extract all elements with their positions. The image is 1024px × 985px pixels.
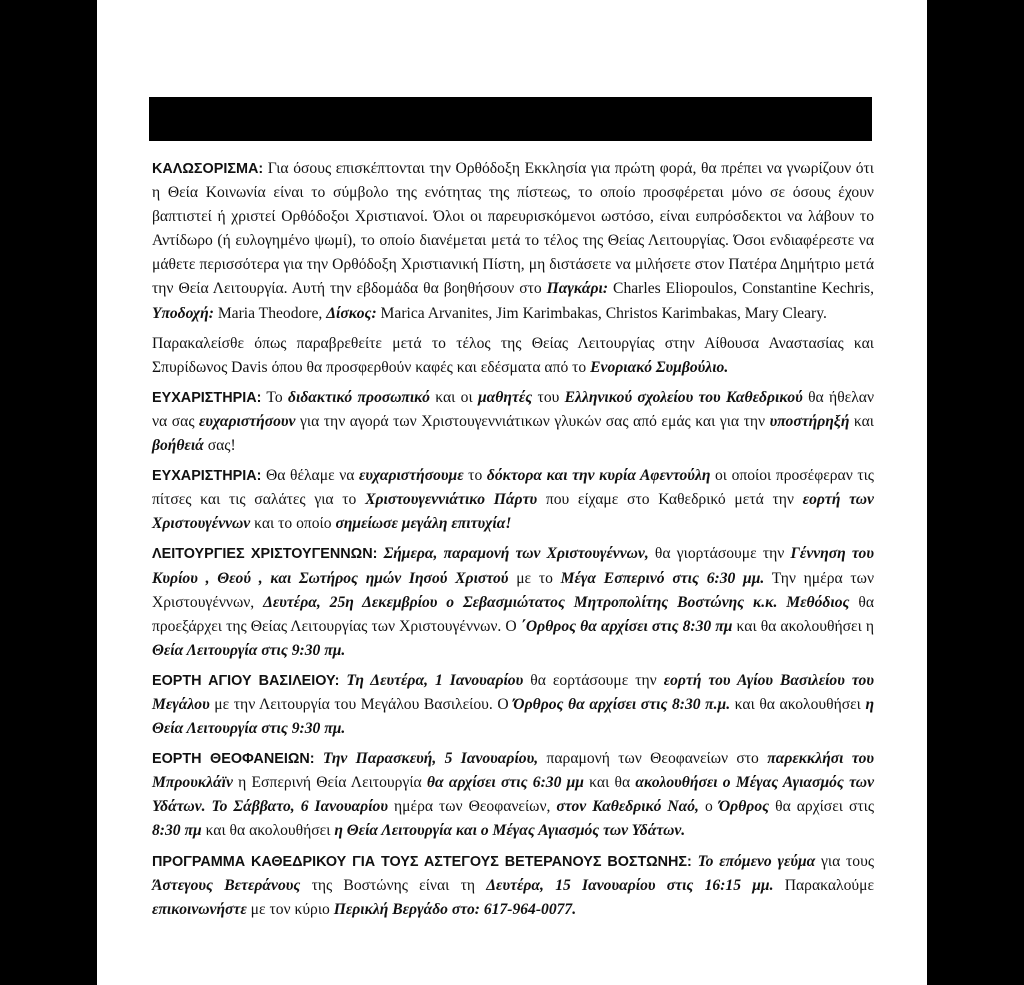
body-text: και οι [429,388,478,406]
emphasis-text: Δίσκος: [326,304,377,322]
emphasis-text: σημείωσε μεγάλη επιτυχία! [335,515,512,533]
emphasis-text: εορτή του Αγίου Βασιλείου του Μεγάλου [152,671,874,713]
emphasis-text: Θεία Λειτουργία στις 9:30 πμ. [152,641,346,659]
emphasis-text: Σήμερα, παραμονή των Χριστουγέννων, [383,545,649,563]
announcement-paragraph [152,157,874,326]
announcement-paragraph [152,464,874,536]
body-text: και το οποίο [250,515,336,533]
emphasis-text: μαθητές [478,388,533,406]
announcement-heading: ΠΡΟΓΡΑΜΜΑ ΚΑΘΕΔΡΙΚΟΥ ΓΙΑ ΤΟΥΣ ΑΣΤΕΓΟΥΣ ΒΕΤΕΡΑΝΟΥΣ ΒΟΣΤΩΝΗΣ: [152,853,692,870]
emphasis-text: Περικλή Βεργάδο στο: 617-964-0077. [333,900,577,918]
announcement-paragraph [152,332,874,380]
body-text: με την Λειτουργία του Μεγάλου Βασιλείου. Ο [209,695,514,713]
emphasis-text: διδακτικό προσωπικό [288,388,430,406]
body-text: Marica Arvanites, Jim Karimbakas, Christos Karimbakas, Mary Cleary. [376,304,827,322]
emphasis-text: Ενοριακό Συμβούλιο. [590,358,729,376]
title-bar [149,97,872,141]
body-text: θα ήθελαν να σας [152,388,874,430]
emphasis-text: Ελληνικού σχολείου του Καθεδρικού [564,388,803,406]
emphasis-text: ευχαριστήσουμε [359,467,464,485]
emphasis-text: ακολουθήσει ο Μέγας Αγιασμός των Υδάτων. Το Σάββατο, 6 Ιανουαρίου [152,774,874,816]
emphasis-text: βοήθειά [152,437,204,455]
body-text: που είχαμε στο Καθεδρικό μετά την [537,491,803,509]
body-text: και θα ακολουθήσει [201,822,335,840]
body-text: ημέρα των Θεοφανείων, [388,798,557,816]
announcement-heading: ΛΕΙΤΟΥΡΓΙΕΣ ΧΡΙΣΤΟΥΓΕΝΝΩΝ: [152,546,378,563]
body-text: θα γιορτάσουμε την [648,545,791,563]
body-text: θα προεξάρχει της Θείας Λειτουργίας των Χριστουγέννων. Ο [152,593,874,635]
body-text: παραμονή των Θεοφανείων στο [538,750,768,768]
emphasis-text: θα αρχίσει στις 6:30 μμ [426,774,584,792]
body-text: ο [698,798,719,816]
body-text: θα αρχίσει στις [769,798,875,816]
body-text: θα εορτάσουμε την [523,671,664,689]
emphasis-text: Όρθρος [718,798,770,816]
emphasis-text: Υποδοχή: [152,304,214,322]
body-text: Για όσους επισκέπτονται την Ορθόδοξη Εκκλησία για πρώτη φορά, θα πρέπει να γνωρίζουν ότι η Θεία Κοινωνία είναι το σύμβολο της ενότητας της πίστεως, το οποίο προσφέρεται μόνο σε όσους έχουν βαπτιστεί ή χριστεί Ορθόδοξοι Χριστιανοί. Όλοι οι παρευρισκόμενοι ωστόσο, είναι ευπρόσδεκτοι να λάβουν το Αντίδωρο (ή ευλογημένο ψωμί), το οποίο διανέμεται μετά το τέλος της Θείας Λειτουργίας. Όσοι ενδιαφέρεστε να μάθετε περισσότερα για την Ορθόδοξη Χριστιανική Πίστη, μη διστάσετε να μιλήσετε στον Πατέρα Δημήτριο μετά την Θεία Λειτουργία. Αυτή την εβδομάδα θα βοηθήσουν στο [152,160,874,298]
announcement-paragraph [152,669,874,741]
emphasis-text: Τη Δευτέρα, 1 Ιανουαρίου [346,671,524,689]
body-text: σας! [203,437,236,455]
emphasis-text: παρεκκλήσι του Μπρουκλάϊν [152,750,874,792]
body-text: Την ημέρα των Χριστουγέννων, [152,569,874,611]
body-text: του [532,388,565,406]
announcement-paragraph [152,850,874,922]
body-text: και θα [583,774,636,792]
emphasis-text: εορτή των Χριστουγέννων [152,491,874,533]
announcement-heading: ΕΟΡΤΗ ΑΓΙΟΥ ΒΑΣΙΛΕΙΟΥ: [152,672,340,689]
emphasis-text: ευχαριστήσουν [199,412,296,430]
body-text: με το [508,569,561,587]
announcement-paragraph [152,747,874,843]
emphasis-text: Χριστουγεννιάτικο Πάρτυ [365,491,538,509]
body-text: και θα ακολουθήσει [730,695,866,713]
body-text: Το [261,388,288,406]
body-text: η Εσπερινή Θεία Λειτουργία [232,774,427,792]
body-text: Θα θέλαμε να [261,467,360,485]
emphasis-text: Το επόμενο γεύμα [697,852,816,870]
announcement-heading: ΕΥΧΑΡΙΣΤΗΡΙΑ: [152,389,262,406]
emphasis-text: η Θεία Λειτουργία και ο Μέγας Αγιασμός των Υδάτων. [334,822,686,840]
emphasis-text: Όρθρος θα αρχίσει στις 8:30 π.μ. [513,695,731,713]
emphasis-text: Την Παρασκευή, 5 Ιανουαρίου, [322,750,539,768]
body-text: για τους [815,852,875,870]
emphasis-text: δόκτορα και την κυρία Αφεντούλη [486,467,711,485]
announcement-paragraph [152,542,874,662]
body-text: και θα ακολουθήσει η [732,617,874,635]
body-text: Παρακαλείσθε όπως παραβρεθείτε μετά το τέλος της Θείας Λειτουργίας στην Αίθουσα Αναστασίας και Σπυρίδωνος Davis όπου θα προσφερθούν καφές και εδέσματα από το [152,334,874,376]
bulletin-content [152,157,874,928]
body-text: για την αγορά των Χριστουγεννιάτικων γλυκών σας από εμάς και για την [295,412,770,430]
emphasis-text: στον Καθεδρικό Ναό, [556,798,699,816]
emphasis-text: υποστήρηξή [769,412,850,430]
body-text: με τον κύριο [246,900,334,918]
emphasis-text: ΄Ορθρος θα αρχίσει στις 8:30 πμ [520,617,733,635]
emphasis-text: Δευτέρα, 25η Δεκεμβρίου ο Σεβασμιώτατος Μητροπολίτης Βοστώνης κ.κ. Μεθόδιος [263,593,850,611]
emphasis-text: Άστεγους Βετεράνους [152,876,301,894]
announcement-heading: ΕΟΡΤΗ ΘΕΟΦΑΝΕΙΩΝ: [152,751,315,768]
emphasis-text: Γέννηση του Κυρίου , Θεού , και Σωτήρος ημών Ιησού Χριστού [152,545,874,587]
bulletin-page [97,0,927,985]
body-text: και [849,412,874,430]
emphasis-text: επικοινωνήστε [152,900,247,918]
body-text: το [463,467,487,485]
emphasis-text: Παγκάρι: [546,280,609,298]
announcement-heading: ΚΑΛΩΣΟΡΙΣΜΑ: [152,161,264,177]
body-text: της Βοστώνης είναι τη [300,876,487,894]
body-text: Maria Theodore, [213,304,327,322]
emphasis-text: Μέγα Εσπερινό στις 6:30 μμ. [560,569,765,587]
emphasis-text: 8:30 πμ [152,822,202,840]
body-text [315,750,323,767]
body-text: οι οποίοι προσέφεραν τις πίτσες και τις σαλάτες για το [152,467,874,509]
body-text: Παρακαλούμε [773,876,875,894]
announcement-heading: ΕΥΧΑΡΙΣΤΗΡΙΑ: [152,468,262,485]
announcement-paragraph [152,386,874,458]
emphasis-text: Δευτέρα, 15 Ιανουαρίου στις 16:15 μμ. [486,876,774,894]
emphasis-text: η Θεία Λειτουργία στις 9:30 πμ. [152,695,875,738]
body-text: Charles Eliopoulos, Constantine Kechris, [608,280,874,298]
